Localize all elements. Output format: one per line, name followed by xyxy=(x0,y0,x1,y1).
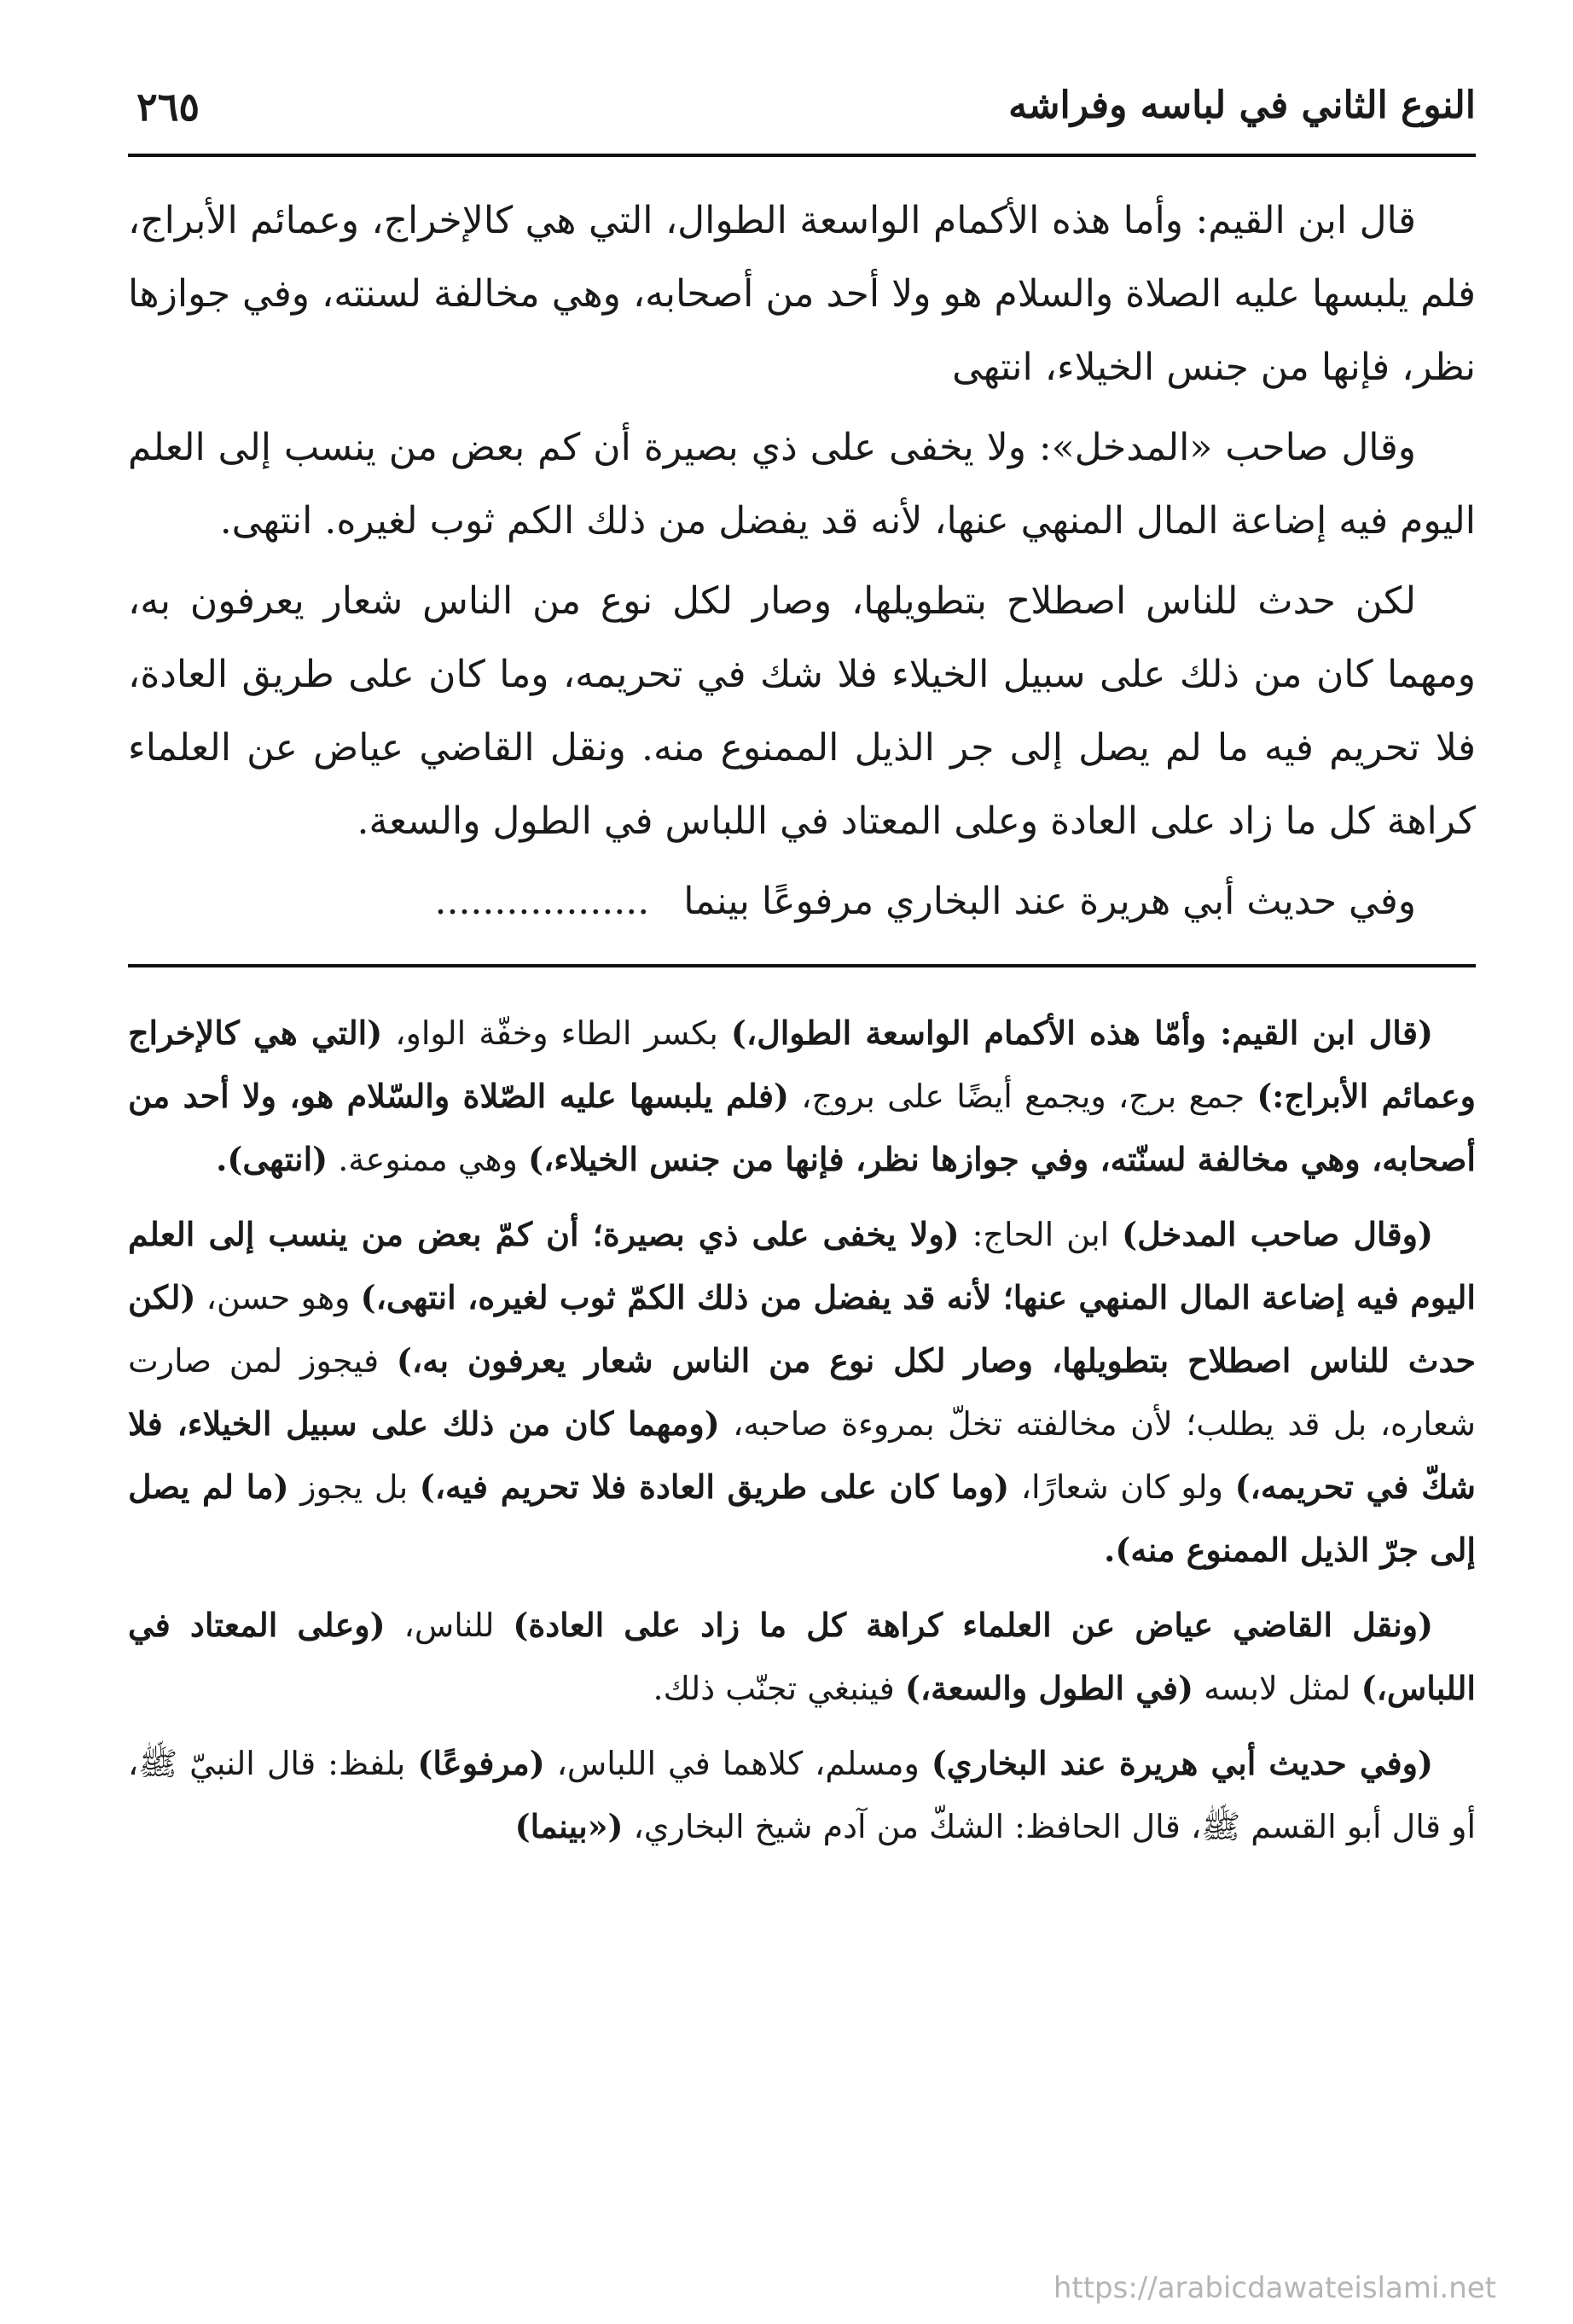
quoted-text: (فلم يلبسها عليه الصّلاة والسّلام هو، ولا أحد من أصحابه، وهي مخالفة لسنّته، وفي جوازها نظر، فإنها من جنس الخيلاء،) xyxy=(128,1077,1476,1178)
continuation-dots: .................. xyxy=(434,880,650,923)
quoted-text: (ومهما كان من ذلك على سبيل الخيلاء، فلا شكّ في تحريمه،) xyxy=(128,1404,1476,1506)
explanation-text: للناس، xyxy=(385,1606,514,1644)
page-number: ٢٦٥ xyxy=(136,84,200,130)
quoted-text: (ولا يخفى على ذي بصيرة؛ أن كمّ بعض من ينسب إلى العلم اليوم فيه إضاعة المال المنهي عنها؛ لأنه قد يفضل من ذلك الكمّ ثوب لغيره، انتهى،) xyxy=(128,1215,1476,1316)
explanation-text: بكسر الطاء وخفّة الواو، xyxy=(382,1014,731,1052)
footnote-divider xyxy=(128,964,1476,967)
quoted-text: (في الطول والسعة،) xyxy=(904,1669,1194,1707)
explanation-text: فيجوز لمن صارت شعاره، بل قد يطلب؛ لأن مخالفته تخلّ بمروءة صاحبه، xyxy=(128,1342,1476,1443)
quoted-text: (ونقل القاضي عياض عن العلماء كراهة كل ما زاد على العادة) xyxy=(513,1606,1433,1644)
page-header xyxy=(128,77,1476,157)
explanation-text: وهي ممنوعة. xyxy=(328,1141,528,1178)
quoted-text: («بينما) xyxy=(514,1807,624,1845)
explanation-text: جمع برج، ويجمع أيضًا على بروج، xyxy=(789,1078,1257,1115)
quoted-text: (وعلى المعتاد في اللباس،) xyxy=(128,1606,1476,1707)
main-last-line: وفي حديث أبي هريرة عند البخاري مرفوعًا بينما xyxy=(683,880,1416,923)
quoted-text: (وفي حديث أبي هريرة عند البخاري) xyxy=(931,1744,1433,1782)
explanation-text: ومسلم، كلاهما في اللباس، xyxy=(544,1745,932,1782)
explanation-text: وهو حسن، xyxy=(195,1279,361,1316)
quoted-text: (انتهى). xyxy=(216,1140,328,1178)
explanation-text: لمثل لابسه xyxy=(1193,1670,1361,1707)
quoted-text: (قال ابن القيم: وأمّا هذه الأكمام الواسعة الطوال،) xyxy=(730,1014,1433,1052)
source-watermark: https://arabicdawateislami.net xyxy=(1053,2271,1496,2305)
main-paragraph-last xyxy=(128,865,1476,938)
book-page xyxy=(128,77,1476,2261)
explanation-text: فينبغي تجنّب ذلك. xyxy=(653,1670,905,1707)
main-text xyxy=(128,184,1476,938)
commentary-paragraph xyxy=(128,1002,1476,1191)
commentary-section xyxy=(128,1002,1476,1858)
explanation-text: بلفظ: قال النبيّ ﷺ، أو قال أبو القسم ﷺ، قال الحافظ: الشكّ من آدم شيخ البخاري، xyxy=(128,1745,1476,1845)
quoted-text: (التي هي كالإخراج وعمائم الأبراج:) xyxy=(128,1014,1476,1115)
main-paragraph: قال ابن القيم: وأما هذه الأكمام الواسعة الطوال، التي هي كالإخراج، وعمائم الأبراج، فلم يلبسها عليه الصلاة والسلام هو ولا أحد من أصحابه، وهي مخالفة لسنته، وفي جوازها نظر، فإنها من جنس الخيلاء، انتهى xyxy=(128,199,1476,389)
quoted-text: (ما لم يصل إلى جرّ الذيل الممنوع منه). xyxy=(128,1467,1476,1569)
main-paragraph: وقال صاحب «المدخل»: ولا يخفى على ذي بصيرة أن كم بعض من ينسب إلى العلم اليوم فيه إضاعة المال المنهي عنها، لأنه قد يفضل من ذلك الكم ثوب لغيره. انتهى. xyxy=(128,426,1476,543)
main-paragraph: لكن حدث للناس اصطلاح بتطويلها، وصار لكل نوع من الناس شعار يعرفون به، ومهما كان من ذلك على سبيل الخيلاء فلا شك في تحريمه، وما كان على طريق العادة، فلا تحريم فيه ما لم يصل إلى جر الذيل الممنوع منه. ونقل القاضي عياض عن العلماء كراهة كل ما زاد على العادة وعلى المعتاد في اللباس في الطول والسعة. xyxy=(128,579,1476,843)
quoted-text: (وقال صاحب المدخل) xyxy=(1122,1215,1434,1253)
running-title: النوع الثاني في لباسه وفراشه xyxy=(1008,84,1476,127)
explanation-text: ابن الحاج: xyxy=(959,1216,1123,1253)
commentary-paragraph xyxy=(128,1732,1476,1858)
quoted-text: (مرفوعًا) xyxy=(417,1744,545,1782)
quoted-text: (وما كان على طريق العادة فلا تحريم فيه،) xyxy=(419,1467,1010,1506)
quoted-text: (لكن حدث للناس اصطلاح بتطويلها، وصار لكل نوع من الناس شعار يعرفون به،) xyxy=(128,1278,1476,1380)
commentary-paragraph xyxy=(128,1594,1476,1720)
commentary-paragraph xyxy=(128,1203,1476,1582)
explanation-text: بل يجوز xyxy=(288,1468,420,1506)
explanation-text: ولو كان شعارًا، xyxy=(1009,1468,1235,1506)
